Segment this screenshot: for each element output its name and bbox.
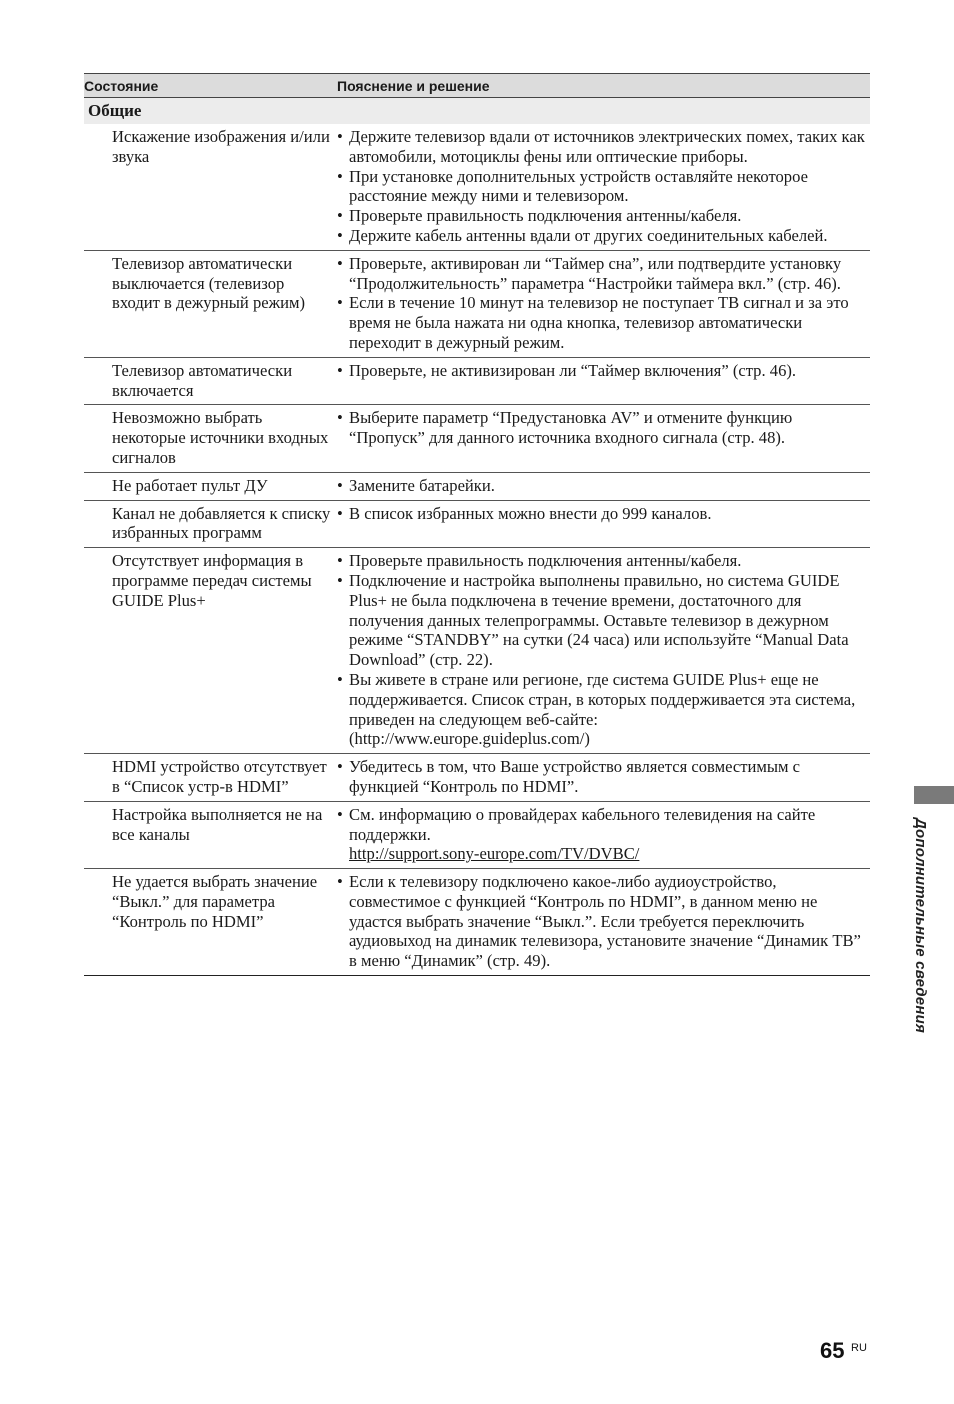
solution-list xyxy=(337,805,870,845)
condition-cell: HDMI устройство отсутствует в “Список устр-в HDMI” xyxy=(84,754,337,802)
solution-list xyxy=(337,476,870,496)
condition-cell: Телевизор автоматически включается xyxy=(84,357,337,405)
solution-cell xyxy=(337,405,870,472)
header-condition: Состояние xyxy=(84,74,337,98)
solution-item: • Замените батарейки. xyxy=(337,476,870,496)
solution-list xyxy=(337,254,870,353)
solution-item: • Проверьте правильность подключения антенны/кабеля. xyxy=(337,551,870,571)
solution-list xyxy=(337,504,870,524)
solution-item: • Проверьте, активирован ли “Таймер сна”, или подтвердите установку “Продолжительность” параметра “Настройки таймера вкл.” (стр. 46). xyxy=(337,254,870,294)
website-reference: (http://www.europe.guideplus.com/) xyxy=(349,729,590,749)
solution-item: • Держите кабель антенны вдали от других соединительных кабелей. xyxy=(337,226,870,246)
table-row xyxy=(84,472,870,500)
table-row xyxy=(84,250,870,357)
solution-item: • Выберите параметр “Предустановка AV” и отмените функцию “Пропуск” для данного источника входного сигнала (стр. 48). xyxy=(337,408,870,448)
solution-item: • См. информацию о провайдерах кабельного телевидения на сайте поддержки. xyxy=(337,805,870,845)
solution-cell xyxy=(337,869,870,976)
table-row xyxy=(84,405,870,472)
table-row xyxy=(84,801,870,868)
solution-item: • Проверьте правильность подключения антенны/кабеля. xyxy=(337,206,870,226)
solution-cell xyxy=(337,754,870,802)
solution-item: • Вы живете в стране или регионе, где система GUIDE Plus+ еще не поддерживается. Список стран, в которых поддерживается эта система, приведен на следующем веб-сайте: xyxy=(337,670,870,729)
solution-list xyxy=(337,872,870,971)
condition-cell: Отсутствует информация в программе передач системы GUIDE Plus+ xyxy=(84,548,337,754)
solution-item: • Подключение и настройка выполнены правильно, но система GUIDE Plus+ не была подключена в течение времени, достаточного для получения данных телепрограммы. Оставьте телевизор в дежурном режиме “STANDBY” на сутки (24 часа) или используйте “Manual Data Download” (стр. 22). xyxy=(337,571,870,670)
side-tab-marker xyxy=(914,786,954,804)
table-row xyxy=(84,500,870,548)
solution-list xyxy=(337,757,870,797)
solution-cell xyxy=(337,124,870,250)
solution-cell xyxy=(337,472,870,500)
solution-item: • В список избранных можно внести до 999 каналов. xyxy=(337,504,870,524)
table-row xyxy=(84,548,870,754)
solution-list xyxy=(337,127,870,246)
page-language: RU xyxy=(851,1342,867,1354)
solution-item: • Проверьте, не активизирован ли “Таймер включения” (стр. 46). xyxy=(337,361,870,381)
condition-cell: Настройка выполняется не на все каналы xyxy=(84,801,337,868)
troubleshooting-table xyxy=(84,73,870,976)
solution-item: • При установке дополнительных устройств оставляйте некоторое расстояние между ними и телевизором. xyxy=(337,167,870,207)
solution-item: • Держите телевизор вдали от источников электрических помех, таких как автомобили, мотоциклы фены или оптические приборы. xyxy=(337,127,870,167)
condition-cell: Канал не добавляется к списку избранных программ xyxy=(84,500,337,548)
table-header xyxy=(84,74,870,98)
solution-cell xyxy=(337,801,870,868)
condition-cell: Не работает пульт ДУ xyxy=(84,472,337,500)
condition-cell: Не удается выбрать значение “Выкл.” для параметра “Контроль по HDMI” xyxy=(84,869,337,976)
solution-list xyxy=(337,361,870,381)
header-solution: Пояснение и решение xyxy=(337,74,870,98)
condition-cell: Искажение изображения и/или звука xyxy=(84,124,337,250)
solution-cell xyxy=(337,548,870,754)
section-title: Общие xyxy=(84,98,870,125)
support-link[interactable]: http://support.sony-europe.com/TV/DVBC/ xyxy=(349,844,640,864)
table-row xyxy=(84,357,870,405)
condition-cell: Телевизор автоматически выключается (телевизор входит в дежурный режим) xyxy=(84,250,337,357)
solution-item: • Если к телевизору подключено какое-либо аудиоустройство, совместимое с функцией “Контроль по HDMI”, в данном меню не удастся выбрать значение “Выкл.”. Если требуется переключить аудиовыход на динамик телевизора, установите значение “Динамик ТВ” в меню “Динамик” (стр. 49). xyxy=(337,872,870,971)
solution-cell xyxy=(337,357,870,405)
table-row xyxy=(84,754,870,802)
condition-cell: Невозможно выбрать некоторые источники входных сигналов xyxy=(84,405,337,472)
side-tab-label: Дополнительные сведения xyxy=(912,818,929,1033)
solution-cell xyxy=(337,500,870,548)
solution-list xyxy=(337,408,870,448)
section-row xyxy=(84,98,870,125)
table-row xyxy=(84,124,870,250)
solution-item: • Если в течение 10 минут на телевизор не поступает ТВ сигнал и за это время не была нажата ни одна кнопка, телевизор автоматически переходит в дежурный режим. xyxy=(337,293,870,352)
solution-list xyxy=(337,551,870,729)
table-row xyxy=(84,869,870,976)
solution-cell xyxy=(337,250,870,357)
solution-item: • Убедитесь в том, что Ваше устройство является совместимым с функцией “Контроль по HDMI”. xyxy=(337,757,870,797)
page-number: 65 xyxy=(820,1338,845,1363)
